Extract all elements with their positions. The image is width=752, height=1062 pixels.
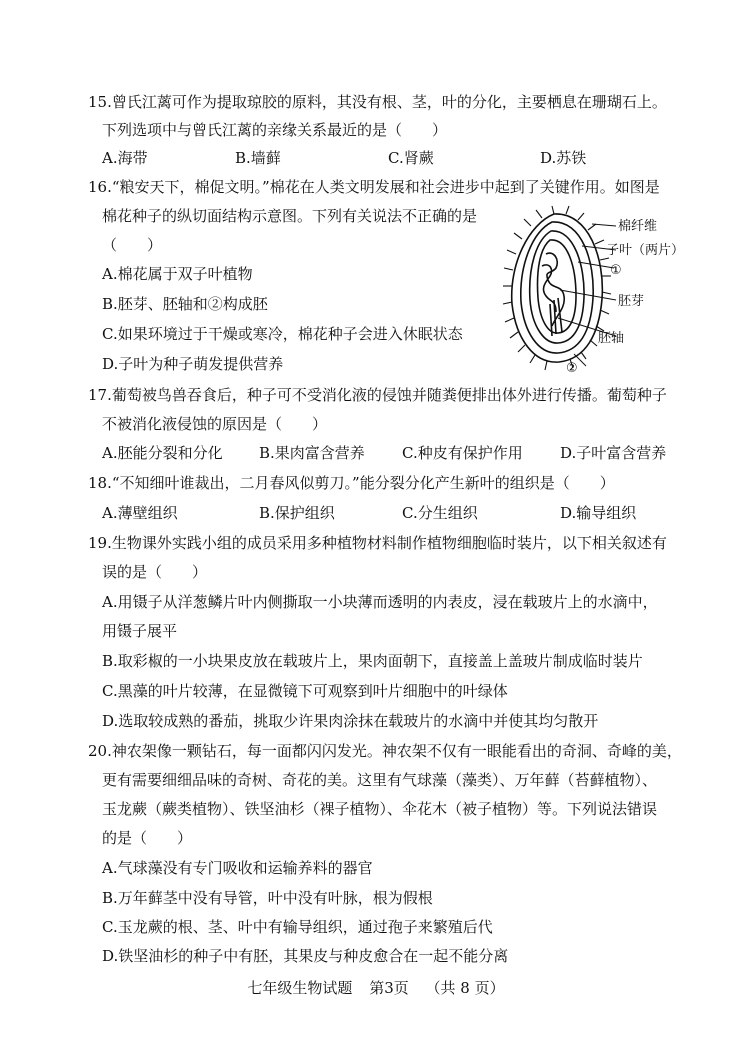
q15-stem-line2: 下列选项中与曾氏江蓠的亲缘关系最近的是（ ） (102, 121, 448, 139)
label-hypocotyl: 胚轴 (598, 331, 625, 346)
q19-stem-line1: 19.生物课外实践小组的成员采用多种植物材料制作植物细胞临时装片，以下相关叙述有 (88, 534, 667, 552)
q15-option-c: C.肾蕨 (388, 149, 434, 167)
q18-option-a: A.薄壁组织 (102, 504, 178, 522)
q18-option-d: D.输导组织 (560, 504, 637, 522)
q20-option-b: B.万年藓茎中没有导管，叶中没有叶脉，根为假根 (102, 889, 433, 907)
q16-option-c: C.如果环境过于干燥或寒冷，棉花种子会进入休眠状态 (102, 325, 463, 343)
q16-option-a: A.棉花属于双子叶植物 (102, 265, 253, 283)
q20-stem-line2: 更有需要细细品味的奇树、奇花的美。这里有气球藻（藻类）、万年藓（苔藓植物）、 (102, 771, 658, 789)
q20-stem-line3: 玉龙蕨（蕨类植物）、铁坚油杉（裸子植物）、伞花木（被子植物）等。下列说法错误 (102, 800, 658, 818)
q15-stem-line1: 15.曾氏江蓠可作为提取琼胶的原料，其没有根、茎，叶的分化，主要栖息在珊瑚石上。 (88, 93, 667, 111)
q18-option-c: C.分生组织 (402, 504, 478, 522)
footer-total-pages: （共 8 页） (425, 979, 505, 997)
q17-option-d: D.子叶富含营养 (560, 444, 667, 462)
q20-option-a: A.气球藻没有专门吸收和运输养料的器官 (102, 859, 373, 877)
q19-option-d: D.选取较成熟的番茄，挑取少许果肉涂抹在载玻片的水滴中并使其均匀散开 (102, 712, 599, 730)
q15-option-b: B.墙藓 (235, 149, 281, 167)
q20-option-d: D.铁坚油杉的种子中有胚，其果皮与种皮愈合在一起不能分离 (102, 947, 509, 965)
label-cotyledons: 子叶（两片） (606, 243, 685, 258)
q17-stem-line1: 17.葡萄被鸟兽吞食后，种子可不受消化液的侵蚀并随粪便排出体外进行传播。葡萄种子 (88, 386, 667, 404)
q19-stem-line2: 误的是（ ） (102, 563, 208, 581)
q16-option-b: B.胚芽、胚轴和②构成胚 (102, 295, 268, 313)
q17-stem-line2: 不被消化液侵蚀的原因是（ ） (102, 415, 328, 433)
q17-option-a: A.胚能分裂和分化 (102, 444, 223, 462)
q16-stem-line1: 16.“粮安天下，棉促文明。”棉花在人类文明发展和社会进步中起到了关键作用。如图是 (88, 178, 660, 196)
q15-option-d: D.苏铁 (540, 149, 587, 167)
q19-option-c: C.黑藻的叶片较薄，在显微镜下可观察到叶片细胞中的叶绿体 (102, 682, 508, 700)
q16-option-d: D.子叶为种子萌发提供营养 (102, 355, 284, 373)
q17-option-b: B.果肉富含营养 (259, 444, 365, 462)
q20-stem-line1: 20.神农架像一颗钻石，每一面都闪闪发光。神农架不仅有一眼能看出的奇洞、奇峰的美， (88, 742, 682, 760)
q19-option-a-cont: 用镊子展平 (102, 622, 178, 640)
q15-option-a: A.海带 (102, 149, 148, 167)
label-plumule: 胚芽 (618, 294, 645, 309)
q19-option-a: A.用镊子从洋葱鳞片叶内侧撕取一小块薄而透明的内表皮，浸在载玻片上的水滴中， (102, 593, 658, 611)
page-footer (0, 978, 752, 998)
q16-stem-line2: 棉花种子的纵切面结构示意图。下列有关说法不正确的是 (102, 207, 478, 225)
footer-page-number: 第3页 (369, 979, 409, 997)
q17-option-c: C.种皮有保护作用 (402, 444, 523, 462)
q20-option-c: C.玉龙蕨的根、茎、叶中有输导组织，通过孢子来繁殖后代 (102, 918, 493, 936)
label-circle-2: ② (566, 361, 578, 374)
q16-stem-line3: （ ） (102, 236, 163, 254)
q19-option-b: B.取彩椒的一小块果皮放在载玻片上，果肉面朝下，直接盖上盖玻片制成临时装片 (102, 652, 643, 670)
q18-option-b: B.保护组织 (259, 504, 335, 522)
cotton-seed-diagram (494, 204, 694, 374)
q18-stem-line1: 18.“不知细叶谁裁出，二月春风似剪刀。”能分裂分化产生新叶的组织是（ ） (88, 474, 615, 492)
q20-stem-line4: 的是（ ） (102, 829, 193, 847)
label-cotton-fiber: 棉纤维 (618, 219, 658, 234)
label-circle-1: ① (610, 263, 622, 278)
footer-subject: 七年级生物试题 (247, 979, 353, 997)
seed-outline (512, 214, 603, 362)
